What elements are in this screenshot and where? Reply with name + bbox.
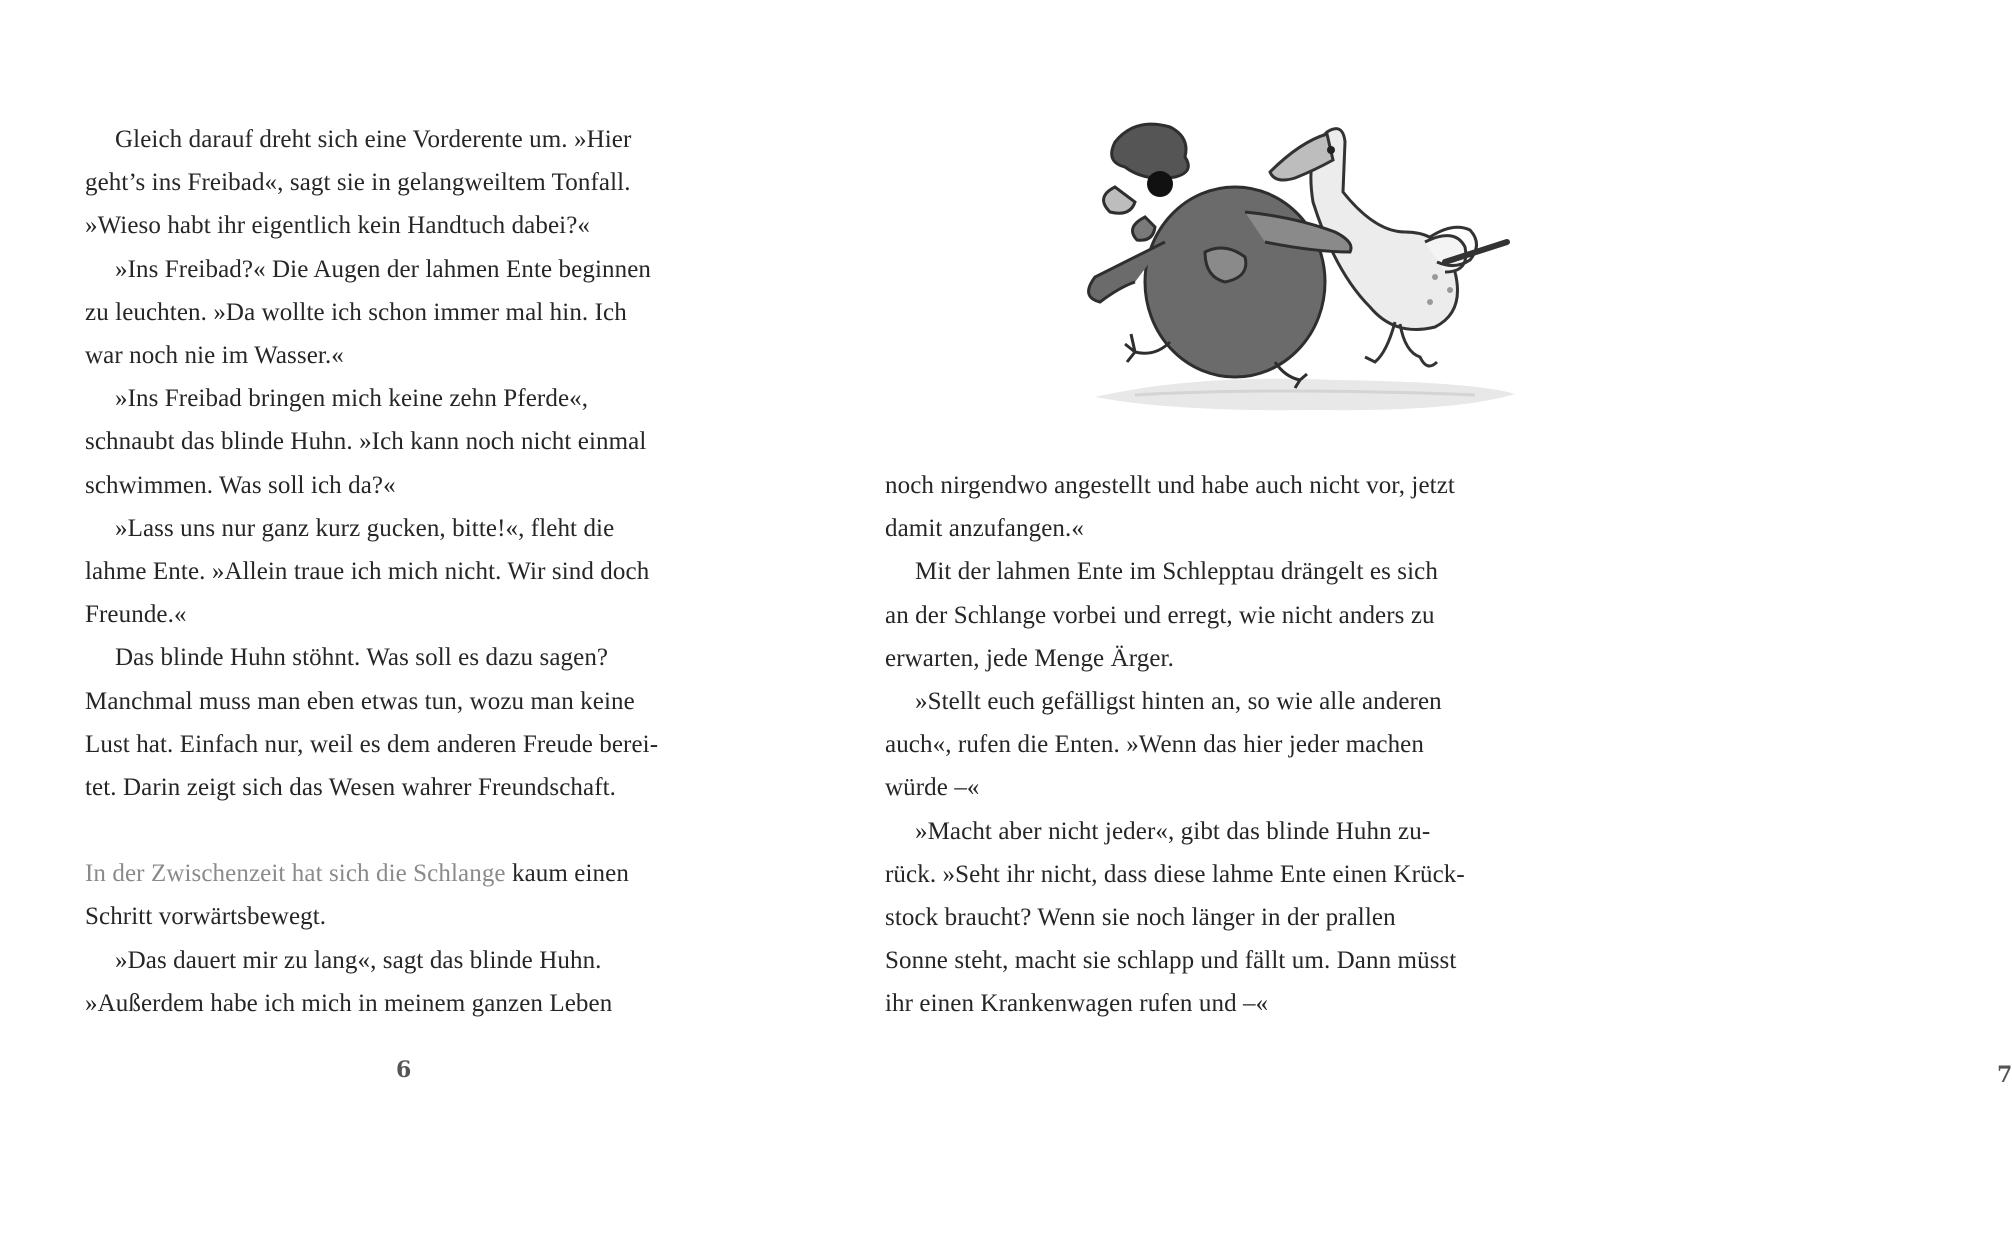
text-line: würde –« [885,774,980,802]
text-line: Manchmal muss man eben etwas tun, wozu man keine [85,687,635,715]
hen-and-duck-illustration [1075,112,1555,432]
text-line: Das blinde Huhn stöhnt. Was soll es dazu sagen? [115,644,609,672]
text-line: schnaubt das blinde Huhn. »Ich kann noch nicht einmal [85,428,647,456]
left-page [0,0,800,1247]
text-line: Gleich darauf dreht sich eine Vorderente um. »Hier [115,126,632,153]
text-line: zu leuchten. »Da wollte ich schon immer mal hin. Ich [85,298,627,326]
text-line: damit anzufangen.« [885,515,1084,543]
text-line: noch nirgendwo angestellt und habe auch nicht vor, jetzt [885,472,1455,499]
left-page-text [85,118,725,1025]
text-line: Freunde.« [85,601,187,629]
text-line: war noch nie im Wasser.« [85,342,344,370]
text-line: »Macht aber nicht jeder«, gibt das blinde Huhn zu- [915,817,1431,845]
ground-shadow [1095,379,1515,410]
text-line: an der Schlange vorbei und erregt, wie nicht anders zu [885,601,1435,629]
page-number-left: 6 [396,1057,412,1083]
text-line: »Außerdem habe ich mich in meinem ganzen Leben [85,989,613,1017]
text-line: »Das dauert mir zu lang«, sagt das blinde Huhn. [115,946,602,974]
text-line: geht’s ins Freibad«, sagt sie in gelangweiltem Tonfall. [85,169,631,197]
text-line [85,852,725,895]
text-line: Sonne steht, macht sie schlapp und fällt um. Dann müsst [885,947,1457,975]
text-line: tet. Darin zeigt sich das Wesen wahrer Freundschaft. [85,774,617,802]
text-line: Lust hat. Einfach nur, weil es dem anderen Freude berei- [85,730,659,758]
text-line: ihr einen Krankenwagen rufen und –« [885,990,1269,1018]
text-line: »Ins Freibad?« Die Augen der lahmen Ente beginnen [115,255,651,283]
text-line: »Wieso habt ihr eigentlich kein Handtuch dabei?« [85,212,591,240]
section-lead: In der Zwischenzeit hat sich die Schlange [85,860,506,888]
text-line: lahme Ente. »Allein traue ich mich nicht. Wir sind doch [85,558,650,586]
right-page-text [885,464,1545,1026]
text-line: schwimmen. Was soll ich da?« [85,471,396,499]
text-line: rück. »Seht ihr nicht, dass diese lahme Ente einen Krück- [885,860,1465,888]
page-number-right: 7 [1997,1062,2012,1088]
section-lead-rest: kaum einen [511,860,629,888]
text-line: stock braucht? Wenn sie noch länger in der prallen [885,904,1396,932]
text-line: Schritt vorwärtsbewegt. [85,903,327,931]
text-line: »Ins Freibad bringen mich keine zehn Pferde«, [115,385,589,413]
text-line: erwarten, jede Menge Ärger. [885,644,1174,672]
text-line: »Lass uns nur ganz kurz gucken, bitte!«, fleht die [115,514,615,542]
text-line: auch«, rufen die Enten. »Wenn das hier jeder machen [885,731,1424,759]
text-line: »Stellt euch gefälligst hinten an, so wie alle anderen [915,688,1442,716]
section-break [85,809,725,852]
text-line: Mit der lahmen Ente im Schlepptau drängelt es sich [915,558,1438,586]
